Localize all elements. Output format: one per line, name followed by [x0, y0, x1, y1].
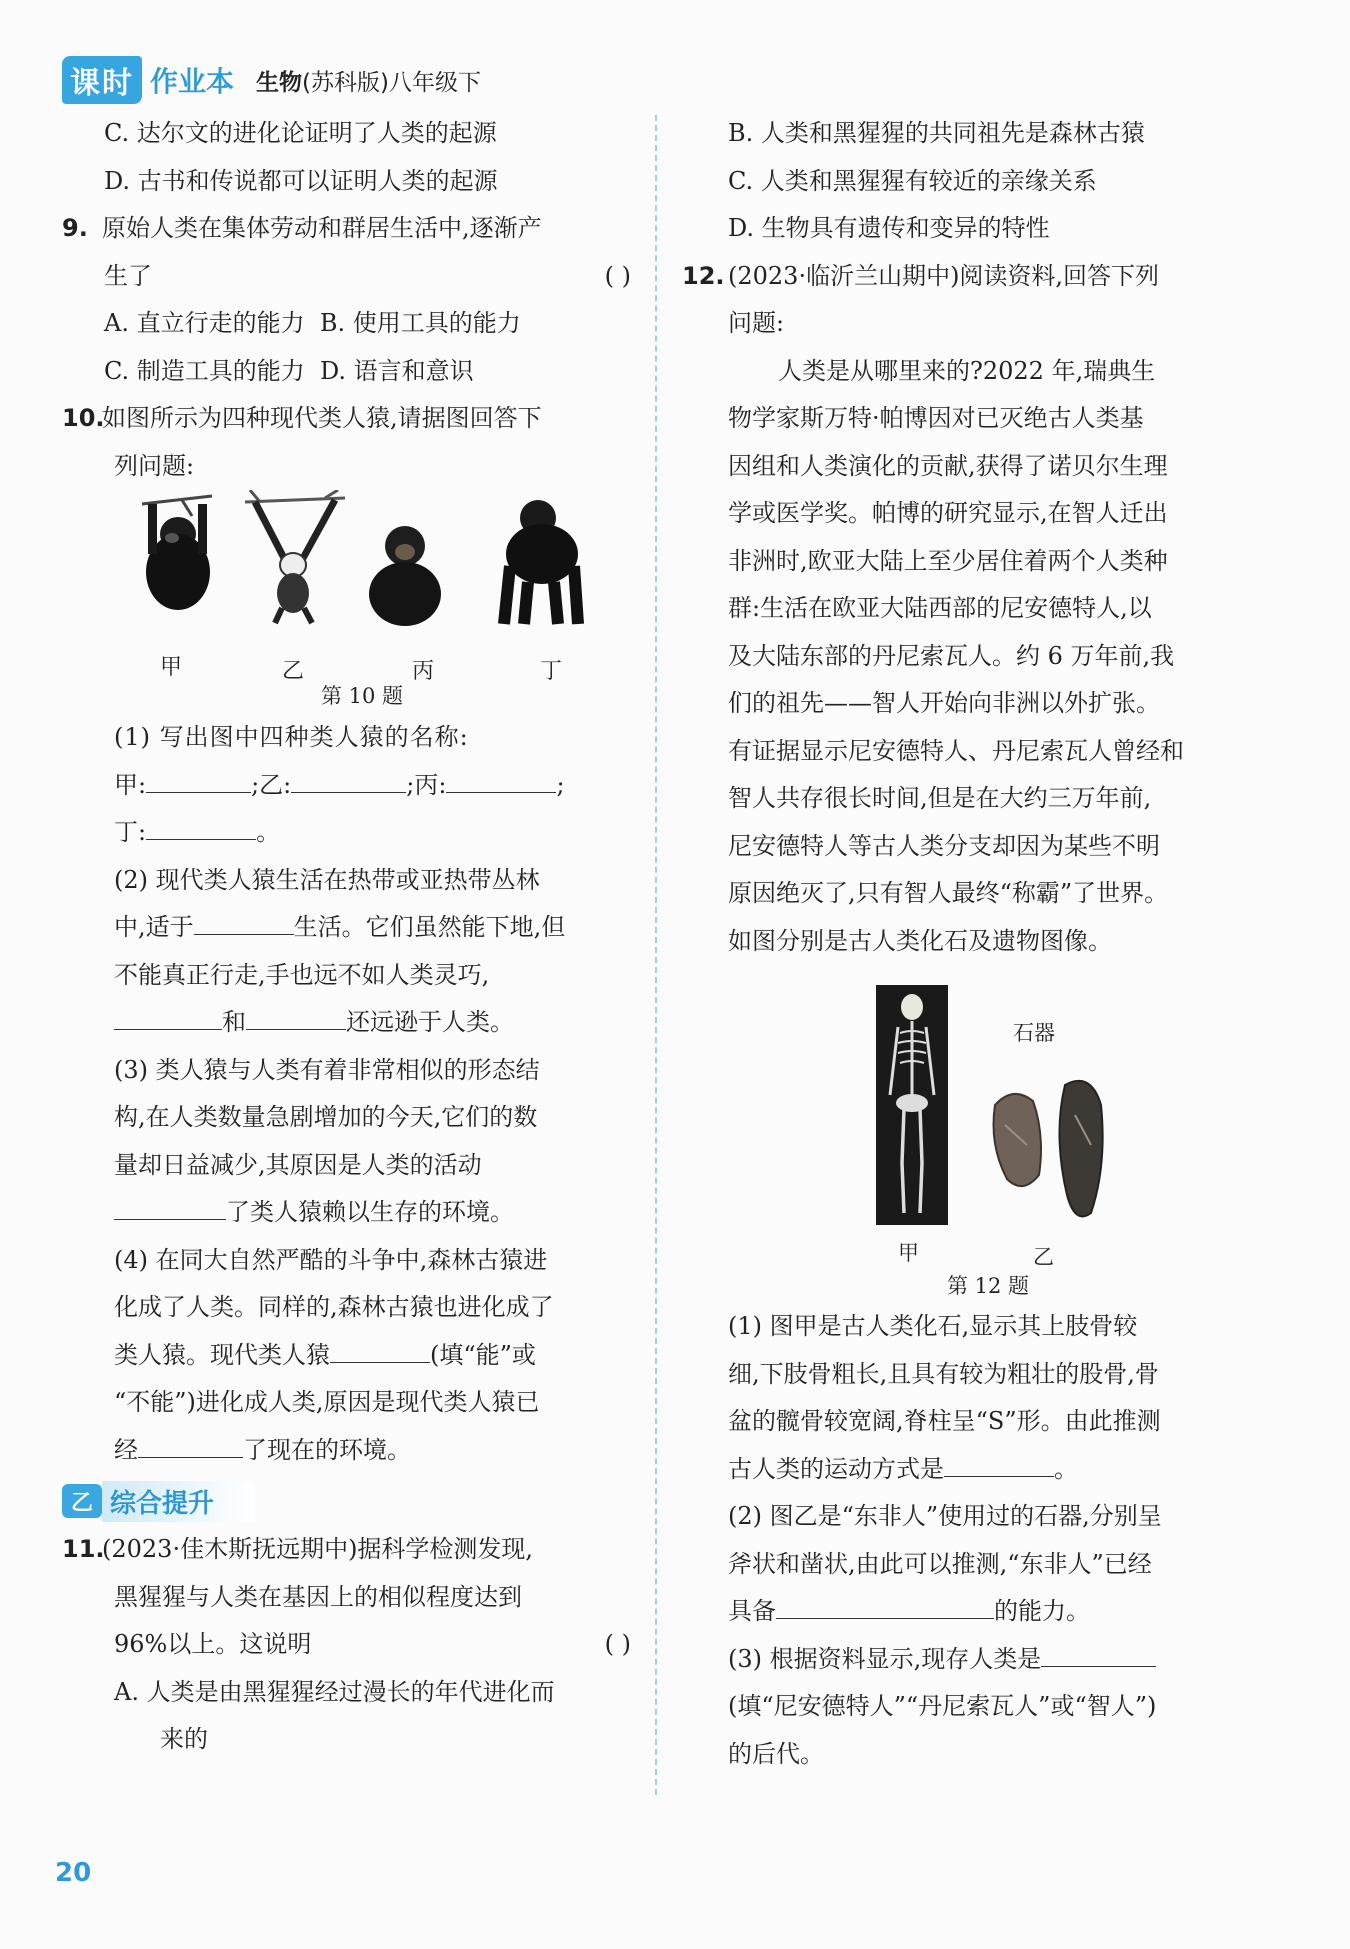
q8-option-c: C. 达尔文的进化论证明了人类的起源: [104, 119, 497, 147]
fig12-label-jia: 甲: [898, 1241, 919, 1265]
q10-part4-line4: “不能”)进化成人类,原因是现代类人猿已: [114, 1388, 540, 1416]
q12-part1-line4: 古人类的运动方式是 。: [728, 1454, 1078, 1483]
answer-blank[interactable]: [138, 1435, 243, 1458]
answer-paren[interactable]: ( ): [604, 1630, 631, 1658]
page-number: 20: [55, 1858, 92, 1888]
section-title: 综合提升: [102, 1481, 254, 1522]
q12-passage-line: 及大陆东部的丹尼索瓦人。约 6 万年前,我: [728, 641, 1175, 670]
q12-passage-line: 如图分别是古人类化石及遗物图像。: [728, 926, 1112, 955]
answer-paren[interactable]: ( ): [604, 261, 631, 290]
answer-blank[interactable]: [330, 1340, 430, 1363]
ape-yi-image: [240, 490, 350, 625]
q10-part1-blanks: 甲: ;乙: ;丙: ;: [114, 770, 565, 799]
q12-part3-line1: (3) 根据资料显示,现存人类是: [728, 1636, 1248, 1684]
answer-blank[interactable]: [194, 912, 294, 935]
q11-stem-2: 黑猩猩与人类在基因上的相似程度达到: [114, 1582, 522, 1611]
q10-part3-line2: 构,在人类数量急剧增加的今天,它们的数: [114, 1103, 538, 1131]
column-divider: [655, 115, 657, 1795]
fig10-label-ding: 丁: [540, 659, 563, 684]
section-heading: [62, 1476, 637, 1526]
skeleton-fossil-image: [876, 985, 948, 1225]
right-column: [682, 110, 1248, 1778]
fig10-label-bing: 丙: [412, 659, 435, 684]
q10-part4-line2: 化成了人类。同样的,森林古猿也进化成了: [114, 1293, 554, 1321]
q11-stem-3: 96%以上。这说明 ( ): [62, 1621, 637, 1669]
q12-part1-line3: 盆的髋骨较宽阔,脊柱呈“S”形。由此推测: [728, 1407, 1161, 1435]
q10-part4-line3: 类人猿。现代类人猿 (填“能”或: [114, 1340, 536, 1369]
figure-12-fossils: [728, 965, 1248, 1275]
q12-part2-line2: 斧状和凿状,由此可以推测,“东非人”已经: [728, 1549, 1152, 1578]
q12-part1-line1: (1) 图甲是古人类化石,显示其上肢骨较: [728, 1312, 1138, 1340]
q12-passage-line: 群:生活在欧亚大陆西部的尼安德特人,以: [728, 594, 1152, 622]
answer-blank[interactable]: [114, 1007, 222, 1030]
answer-blank[interactable]: [146, 817, 256, 840]
answer-blank[interactable]: [446, 770, 556, 793]
q11-option-a: A. 人类是由黑猩猩经过漫长的年代进化而: [114, 1677, 555, 1706]
q10-part4-line5: 经 了现在的环境。: [114, 1435, 411, 1464]
q10-part2-line1: (2) 现代类人猿生活在热带或亚热带丛林: [114, 865, 540, 894]
q12-passage-line: 人类是从哪里来的?2022 年,瑞典生: [778, 356, 1156, 385]
q12-passage-line: 尼安德特人等古人类分支却因为某些不明: [728, 831, 1160, 860]
q10-part2-line2: 中,适于 生活。它们虽然能下地,但: [114, 913, 566, 941]
fig10-label-yi: 乙: [282, 659, 305, 684]
q12-part1-line2: 细,下肢骨粗长,且具有较为粗壮的股骨,骨: [728, 1359, 1159, 1388]
answer-blank[interactable]: [246, 1007, 346, 1030]
q10-part3-line4: 了类人猿赖以生存的环境。: [62, 1189, 637, 1237]
q10-part4-line1: (4) 在同大自然严酷的斗争中,森林古猿进: [114, 1245, 548, 1274]
q10-part2-line3: 不能真正行走,手也远不如人类灵巧,: [114, 960, 490, 989]
ape-ding-image: [490, 496, 590, 628]
q10-stem: 10.如图所示为四种现代类人猿,请据图回答下: [62, 404, 542, 432]
q12-passage-line: 有证据显示尼安德特人、丹尼索瓦人曾经和: [728, 736, 1184, 765]
q12-stem: 12. (2023·临沂兰山期中)阅读资料,回答下列: [682, 261, 1160, 290]
left-column: [62, 110, 637, 1764]
answer-blank[interactable]: [1041, 1644, 1156, 1667]
subject-label: 生物(苏科版)八年级下: [256, 69, 481, 96]
q8-option-d: D. 古书和传说都可以证明人类的起源: [104, 166, 498, 195]
figure-10-apes: [112, 490, 612, 690]
q12-passage-line: 学或医学奖。帕博的研究显示,在智人迁出: [728, 499, 1168, 527]
q10-part1: (1) 写出图中四种类人猿的名称:: [114, 723, 469, 751]
figure-10-caption: 第 10 题: [320, 684, 404, 708]
book-logo: 课时: [62, 56, 142, 104]
q11-option-a-cont: 来的: [160, 1725, 208, 1753]
q12-passage-line: 物学家斯万特·帕博因对已灭绝古人类基: [728, 404, 1144, 432]
q9-stem-cont: 生了 ( ): [62, 253, 637, 301]
answer-blank[interactable]: [776, 1596, 994, 1619]
q11-option-c: C. 人类和黑猩猩有较近的亲缘关系: [728, 166, 1097, 195]
fig12-tool-label: 石器: [1013, 1021, 1055, 1045]
q12-passage-line: 智人共存很长时间,但是在大约三万年前,: [728, 784, 1152, 812]
ape-bing-image: [360, 518, 450, 628]
q12-passage-line: 们的祖先——智人开始向非洲以外扩张。: [728, 689, 1160, 717]
q12-passage-line: 因组和人类演化的贡献,获得了诺贝尔生理: [728, 451, 1168, 480]
section-icon: 乙: [62, 1484, 102, 1518]
q10-stem-cont: 列问题:: [114, 451, 195, 480]
q12-part2-line1: (2) 图乙是“东非人”使用过的石器,分别呈: [728, 1502, 1162, 1530]
q11-option-d: D. 生物具有遗传和变异的特性: [728, 214, 1050, 242]
q12-part2-line3: 具备 的能力。: [728, 1597, 1090, 1625]
q9-options-cd: C. 制造工具的能力 D. 语言和意识: [104, 356, 474, 385]
answer-blank[interactable]: [114, 1197, 226, 1220]
q10-part3-line3: 量却日益减少,其原因是人类的活动: [114, 1150, 482, 1179]
q12-part3-line3: 的后代。: [728, 1739, 824, 1768]
answer-blank[interactable]: [146, 770, 251, 793]
q12-passage-line: 原因绝灭了,只有智人最终“称霸”了世界。: [728, 879, 1169, 907]
q9-options-ab: A. 直立行走的能力 B. 使用工具的能力: [104, 309, 521, 337]
book-title: 作业本: [150, 65, 235, 98]
q12-passage-line: 非洲时,欧亚大陆上至少居住着两个人类种: [728, 546, 1168, 575]
answer-blank[interactable]: [291, 770, 406, 793]
page-header: [62, 58, 481, 102]
fig10-label-jia: 甲: [160, 655, 183, 680]
q12-stem-2: 问题:: [728, 309, 785, 337]
q10-part2-line4: 和 还远逊于人类。: [62, 999, 637, 1047]
ape-jia-image: [132, 494, 224, 624]
q12-part3-line2: (填“尼安德特人”“丹尼索瓦人”或“智人”): [728, 1692, 1157, 1720]
q9-stem: 9. 原始人类在集体劳动和群居生活中,逐渐产: [62, 214, 542, 242]
q11-option-b: B. 人类和黑猩猩的共同祖先是森林古猿: [728, 119, 1145, 147]
q10-part1-blanks-2: 丁: 。: [114, 818, 281, 846]
q11-stem: 11.(2023·佳木斯抚远期中)据科学检测发现,: [62, 1535, 534, 1563]
answer-blank[interactable]: [944, 1454, 1054, 1477]
q10-part3-line1: (3) 类人猿与人类有着非常相似的形态结: [114, 1055, 540, 1084]
figure-12-caption: 第 12 题: [946, 1274, 1030, 1298]
stone-tools-image: [983, 1075, 1133, 1225]
fig12-label-yi: 乙: [1033, 1245, 1054, 1269]
